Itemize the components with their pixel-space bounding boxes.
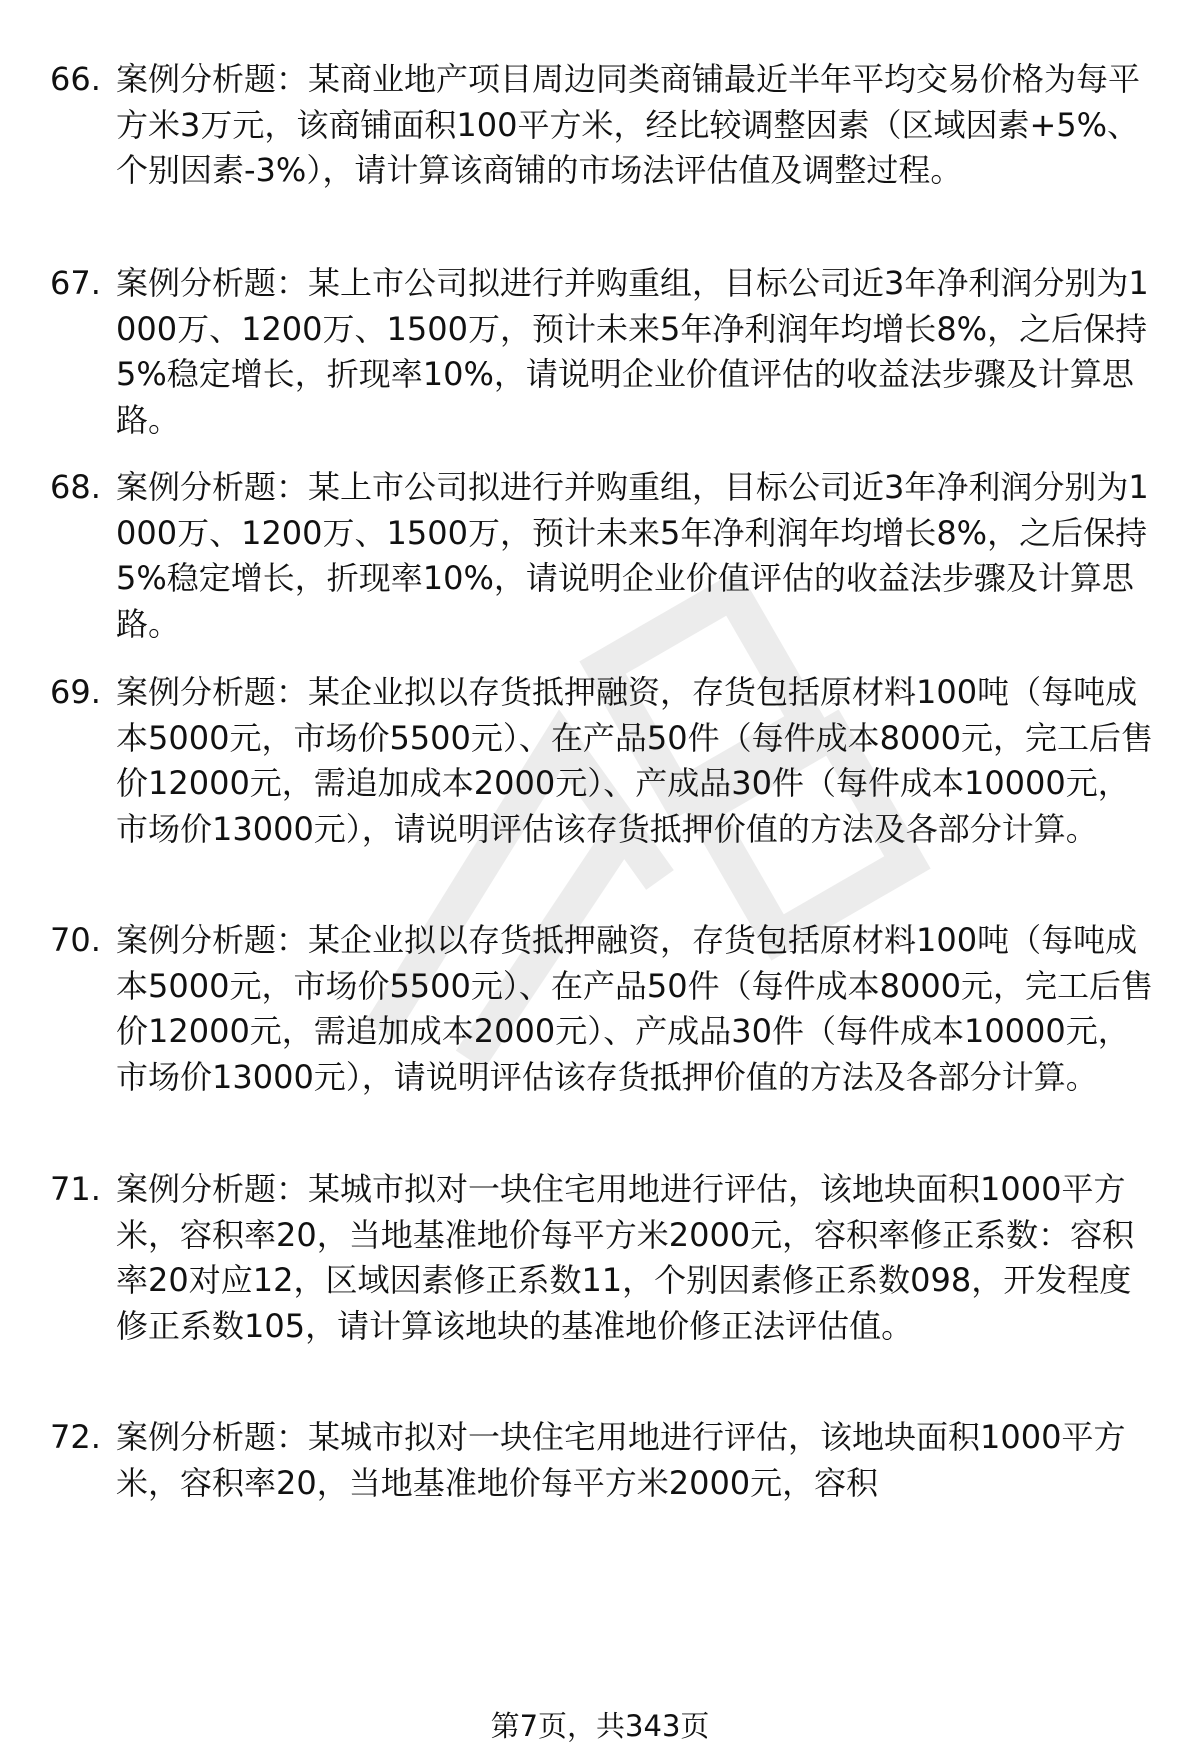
question-text: 案例分析题：某上市公司拟进行并购重组，目标公司近3年净利润分别为1000万、1200万、1500万，预计未来5年净利润年均增长8%，之后保持5%稳定增长，折现率10%，请说明企业价值评估的收益法步骤及计算思路。 [116,468,1149,643]
question-text: 案例分析题：某商业地产项目周边同类商铺最近半年平均交易价格为每平方米3万元，该商铺面积100平方米，经比较调整因素（区域因素+5%、个别因素-3%），请计算该商铺的市场法评估值及调整过程。 [116,60,1141,189]
question-item-66 [50,57,1160,194]
page-number-footer: 第7页，共343页 [490,1709,710,1743]
question-text: 案例分析题：某企业拟以存货抵押融资，存货包括原材料100吨（每吨成本5000元，市场价5500元）、在产品50件（每件成本8000元，完工后售价12000元，需追加成本2000元）、产成品30件（每件成本10000元，市场价13000元），请说明评估该存货抵押价值的方法及各部分计算。 [116,673,1154,848]
question-number: 72. [50,1418,101,1456]
question-number: 71. [50,1170,101,1208]
question-text: 案例分析题：某上市公司拟进行并购重组，目标公司近3年净利润分别为1000万、1200万、1500万，预计未来5年净利润年均增长8%，之后保持5%稳定增长，折现率10%，请说明企业价值评估的收益法步骤及计算思路。 [116,264,1149,439]
question-item-68 [50,465,1160,647]
question-text: 案例分析题：某城市拟对一块住宅用地进行评估，该地块面积1000平方米，容积率20，当地基准地价每平方米2000元，容积率修正系数：容积率20对应12，区域因素修正系数11，个别因素修正系数098，开发程度修正系数105，请计算该地块的基准地价修正法评估值。 [116,1170,1135,1345]
question-item-72 [50,1415,1160,1506]
question-text: 案例分析题：某城市拟对一块住宅用地进行评估，该地块面积1000平方米，容积率20，当地基准地价每平方米2000元，容积 [116,1418,1126,1502]
question-item-67 [50,261,1160,443]
question-item-69 [50,670,1160,852]
question-item-70 [50,918,1160,1100]
question-number: 70. [50,921,101,959]
question-number: 67. [50,264,101,302]
question-number: 68. [50,468,101,506]
question-item-71 [50,1167,1160,1349]
question-number: 66. [50,60,101,98]
question-number: 69. [50,673,101,711]
question-text: 案例分析题：某企业拟以存货抵押融资，存货包括原材料100吨（每吨成本5000元，市场价5500元）、在产品50件（每件成本8000元，完工后售价12000元，需追加成本2000元）、产成品30件（每件成本10000元，市场价13000元），请说明评估该存货抵押价值的方法及各部分计算。 [116,921,1154,1096]
